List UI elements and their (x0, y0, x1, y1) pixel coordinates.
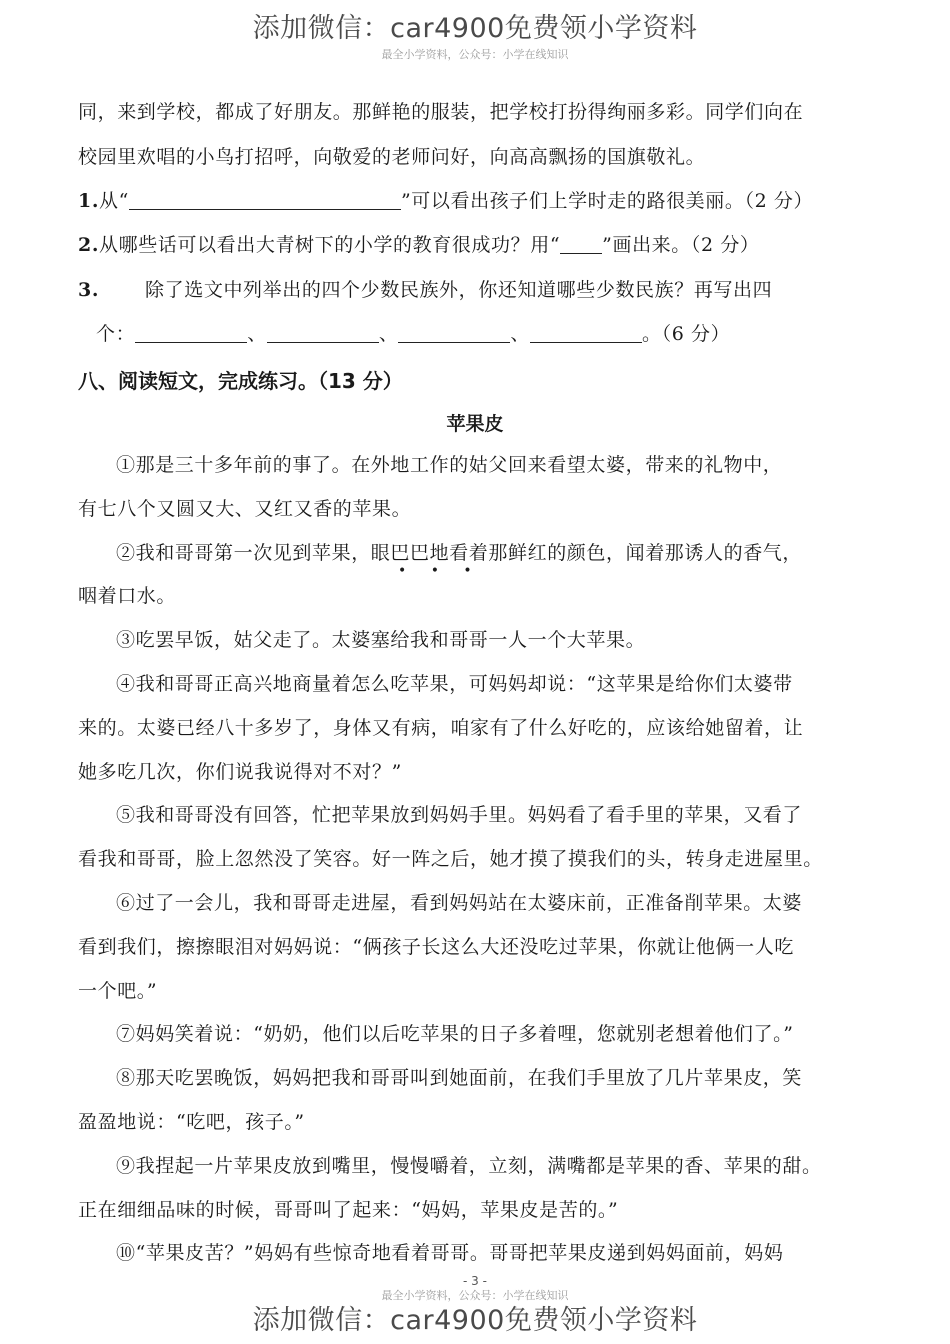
article-line: 一个吧。” (78, 980, 158, 1002)
separator: 、 (378, 323, 399, 345)
article-line: ①那是三十多年前的事了。在外地工作的姑父回来看望太婆，带来的礼物中， (116, 454, 783, 476)
question-1 (78, 188, 878, 214)
article-line: ⑤我和哥哥没有回答，忙把苹果放到妈妈手里。妈妈看了看手里的苹果，又看了 (116, 804, 803, 826)
question-text-pre: 从“ (99, 190, 129, 212)
question-text: 除了选文中列举出的四个少数民族外，你还知道哪些少数民族？再写出四 (145, 279, 773, 301)
passage-tail-line-1: 同，来到学校，都成了好朋友。那鲜艳的服装，把学校打扮得绚丽多彩。同学们向在 (78, 101, 804, 123)
article-line: 有七八个又圆又大、又红又香的苹果。 (78, 498, 412, 520)
question-3-answer-line (96, 321, 876, 347)
article-line: 盈盈地说：“吃吧，孩子。” (78, 1111, 305, 1133)
answer-blank-1[interactable] (135, 322, 247, 343)
article-line: ⑧那天吃罢晚饭，妈妈把我和哥哥叫到她面前，在我们手里放了几片苹果皮，笑 (116, 1067, 803, 1089)
question-number: 1. (78, 190, 100, 212)
article-line: 咽着口水。 (78, 585, 177, 607)
answer-blank-3[interactable] (398, 322, 510, 343)
article-line: 看到我们，擦擦眼泪对妈妈说：“俩孩子长这么大还没吃过苹果，你就让他俩一人吃 (78, 936, 794, 958)
page-number: - 3 - (463, 1274, 487, 1288)
header-faint-text: 最全小学资料，公众号：小学在线知识 (381, 48, 569, 61)
article-line: ⑦妈妈笑着说：“奶奶，他们以后吃苹果的日子多着哩，您就别老想着他们了。” (116, 1023, 794, 1045)
article-line: 她多吃几次，你们说我说得对不对？” (78, 761, 402, 783)
question-number: 2. (78, 234, 100, 256)
answer-blank-4[interactable] (530, 322, 642, 343)
question-2 (78, 232, 878, 258)
separator: 、 (247, 323, 267, 345)
question-text-post: ”可以看出孩子们上学时走的路很美丽。（2 分） (400, 190, 814, 212)
article-line: 看我和哥哥，脸上忽然没了笑容。好一阵之后，她才摸了摸我们的头，转身走进屋里。 (78, 848, 823, 870)
article-line: ③吃罢早饭，姑父走了。太婆塞给我和哥哥一人一个大苹果。 (116, 629, 646, 651)
question-text-post: ”画出来。（2 分） (602, 234, 760, 256)
header-watermark-banner: 添加微信：car4900免费领小学资料 (252, 13, 698, 44)
question-text-pre: 从哪些话可以看出大青树下的小学的教育很成功？用“ (99, 234, 561, 256)
question-number: 3. (78, 279, 100, 301)
article-line: ②我和哥哥第一次见到苹果，眼巴巴地看着那鲜红的颜色，闻着那诱人的香气， (116, 542, 803, 564)
question-3 (78, 277, 878, 303)
emphasis-dots: • • • (398, 563, 482, 579)
underline-mark-sample (560, 233, 602, 254)
footer-faint-text: 最全小学资料，公众号：小学在线知识 (381, 1289, 569, 1302)
answer-prefix: 个： (96, 323, 136, 345)
footer-watermark-banner: 添加微信：car4900免费领小学资料 (252, 1305, 698, 1336)
answer-blank-2[interactable] (267, 322, 379, 343)
answer-suffix: 。（6 分） (642, 323, 731, 345)
article-line: ⑨我捏起一片苹果皮放到嘴里，慢慢嚼着，立刻，满嘴都是苹果的香、苹果的甜。 (116, 1155, 822, 1177)
article-line: ⑥过了一会儿，我和哥哥走进屋，看到妈妈站在太婆床前，正准备削苹果。太婆 (116, 892, 803, 914)
article-title: 苹果皮 (446, 413, 504, 435)
article-line: ⑩“苹果皮苦？”妈妈有些惊奇地看着哥哥。哥哥把苹果皮递到妈妈面前，妈妈 (116, 1242, 784, 1264)
answer-blank[interactable] (129, 189, 401, 210)
article-line: 来的。太婆已经八十多岁了，身体又有病，咱家有了什么好吃的，应该给她留着，让 (78, 717, 804, 739)
article-line: 正在细细品味的时候，哥哥叫了起来：“妈妈，苹果皮是苦的。” (78, 1199, 619, 1221)
section-8-heading: 八、阅读短文，完成练习。（13 分） (78, 369, 403, 393)
article-line: ④我和哥哥正高兴地商量着怎么吃苹果，可妈妈却说：“这苹果是给你们太婆带 (116, 673, 793, 695)
separator: 、 (510, 323, 531, 345)
passage-tail-line-2: 校园里欢唱的小鸟打招呼，向敬爱的老师问好，向高高飘扬的国旗敬礼。 (78, 146, 706, 168)
